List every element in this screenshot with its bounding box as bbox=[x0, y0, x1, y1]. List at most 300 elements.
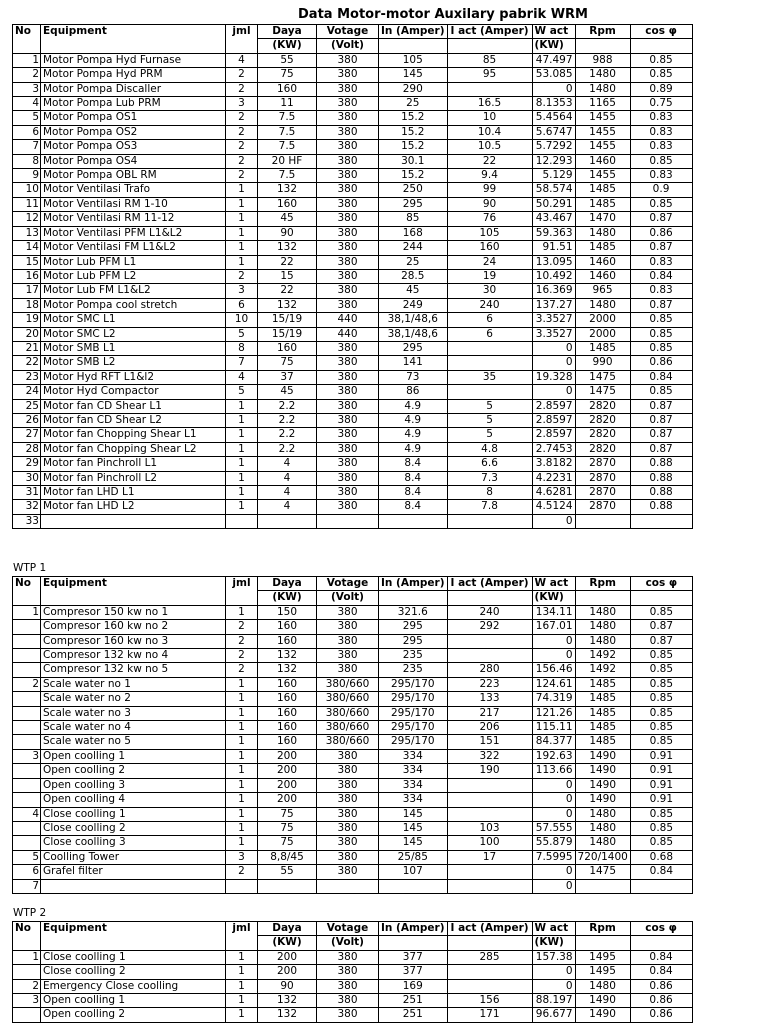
cell-daya: 150 bbox=[258, 605, 317, 619]
table-row bbox=[13, 327, 693, 341]
table-row bbox=[13, 269, 693, 283]
cell-no: 30 bbox=[13, 471, 41, 485]
cell-i-act bbox=[447, 793, 532, 807]
cell-jml: 1 bbox=[226, 399, 258, 413]
cell-rpm: 1475 bbox=[575, 385, 630, 399]
cell-no bbox=[13, 649, 41, 663]
cell-jml: 1 bbox=[226, 413, 258, 427]
cell-in-amper: 15.2 bbox=[379, 111, 448, 125]
cell-no: 2 bbox=[13, 979, 41, 993]
cell-cos-phi: 0.84 bbox=[630, 370, 692, 384]
cell-daya: 160 bbox=[258, 721, 317, 735]
cell-votage: 440 bbox=[317, 327, 379, 341]
cell-in-amper: 4.9 bbox=[379, 413, 448, 427]
cell-jml: 2 bbox=[226, 865, 258, 879]
cell-no: 19 bbox=[13, 313, 41, 327]
table-row bbox=[13, 735, 693, 749]
cell-jml: 1 bbox=[226, 965, 258, 979]
cell-i-act: 6 bbox=[447, 327, 532, 341]
table-row bbox=[13, 836, 693, 850]
cell-w-act: 47.497 bbox=[532, 53, 575, 67]
cell-votage: 380 bbox=[317, 457, 379, 471]
cell-in-amper: 235 bbox=[379, 663, 448, 677]
cell-daya: 4 bbox=[258, 500, 317, 514]
cell-daya: 15/19 bbox=[258, 313, 317, 327]
cell-equipment: Motor Hyd Compactor bbox=[41, 385, 226, 399]
cell-jml: 1 bbox=[226, 950, 258, 964]
cell-no bbox=[13, 965, 41, 979]
cell-votage: 380 bbox=[317, 68, 379, 82]
cell-daya: 132 bbox=[258, 649, 317, 663]
cell-equipment: Motor Pompa OS2 bbox=[41, 125, 226, 139]
cell-i-act: 19 bbox=[447, 269, 532, 283]
cell-no: 5 bbox=[13, 850, 41, 864]
table-row bbox=[13, 865, 693, 879]
table-row bbox=[13, 140, 693, 154]
cell-in-amper: 145 bbox=[379, 821, 448, 835]
header-cos-unit bbox=[630, 39, 692, 53]
table-row bbox=[13, 82, 693, 96]
cell-no: 7 bbox=[13, 140, 41, 154]
cell-no: 3 bbox=[13, 82, 41, 96]
cell-rpm: 1480 bbox=[575, 807, 630, 821]
cell-in-amper: 25 bbox=[379, 97, 448, 111]
header-daya-unit: (KW) bbox=[258, 39, 317, 53]
cell-equipment: Motor fan LHD L1 bbox=[41, 486, 226, 500]
table-row bbox=[13, 620, 693, 634]
cell-equipment: Close coolling 1 bbox=[41, 807, 226, 821]
cell-i-act: 133 bbox=[447, 692, 532, 706]
table-row bbox=[13, 183, 693, 197]
header-w-act-unit: (KW) bbox=[532, 591, 575, 605]
cell-jml: 2 bbox=[226, 620, 258, 634]
cell-i-act: 151 bbox=[447, 735, 532, 749]
cell-i-act: 240 bbox=[447, 605, 532, 619]
cell-jml: 4 bbox=[226, 53, 258, 67]
cell-i-act: 90 bbox=[447, 197, 532, 211]
cell-cos-phi: 0.87 bbox=[630, 212, 692, 226]
header-rpm-unit bbox=[575, 591, 630, 605]
cell-in-amper: 141 bbox=[379, 356, 448, 370]
cell-cos-phi: 0.85 bbox=[630, 692, 692, 706]
cell-cos-phi: 0.86 bbox=[630, 1008, 692, 1022]
cell-w-act: 3.3527 bbox=[532, 313, 575, 327]
cell-equipment: Motor Pompa Hyd PRM bbox=[41, 68, 226, 82]
table-row bbox=[13, 649, 693, 663]
cell-daya: 2.2 bbox=[258, 413, 317, 427]
header-votage-unit: (Volt) bbox=[317, 936, 379, 950]
cell-daya: 7.5 bbox=[258, 169, 317, 183]
header-w-act: W act bbox=[532, 577, 575, 591]
cell-i-act: 10.4 bbox=[447, 125, 532, 139]
cell-in-amper: 30.1 bbox=[379, 154, 448, 168]
cell-equipment: Grafel filter bbox=[41, 865, 226, 879]
cell-w-act: 13.095 bbox=[532, 255, 575, 269]
cell-w-act: 0 bbox=[532, 634, 575, 648]
cell-no: 8 bbox=[13, 154, 41, 168]
cell-equipment: Motor fan Pinchroll L1 bbox=[41, 457, 226, 471]
table-row bbox=[13, 97, 693, 111]
header-cos-unit bbox=[630, 591, 692, 605]
cell-daya: 55 bbox=[258, 53, 317, 67]
cell-jml: 2 bbox=[226, 125, 258, 139]
cell-daya: 75 bbox=[258, 821, 317, 835]
cell-rpm: 1485 bbox=[575, 241, 630, 255]
cell-cos-phi: 0.84 bbox=[630, 865, 692, 879]
cell-w-act: 0 bbox=[532, 865, 575, 879]
cell-equipment: Motor fan CD Shear L1 bbox=[41, 399, 226, 413]
cell-rpm: 1490 bbox=[575, 793, 630, 807]
cell-i-act: 156 bbox=[447, 994, 532, 1008]
table-row bbox=[13, 457, 693, 471]
cell-rpm: 2820 bbox=[575, 399, 630, 413]
header-w-act-unit: (KW) bbox=[532, 39, 575, 53]
cell-votage: 380 bbox=[317, 486, 379, 500]
cell-w-act: 5.129 bbox=[532, 169, 575, 183]
cell-rpm: 2870 bbox=[575, 500, 630, 514]
cell-equipment: Open coolling 2 bbox=[41, 1008, 226, 1022]
cell-rpm: 2870 bbox=[575, 471, 630, 485]
cell-equipment: Motor SMC L1 bbox=[41, 313, 226, 327]
cell-cos-phi: 0.85 bbox=[630, 53, 692, 67]
cell-i-act: 16.5 bbox=[447, 97, 532, 111]
cell-cos-phi: 0.75 bbox=[630, 97, 692, 111]
cell-daya: 75 bbox=[258, 836, 317, 850]
cell-i-act: 206 bbox=[447, 721, 532, 735]
cell-no: 11 bbox=[13, 197, 41, 211]
cell-votage: 380 bbox=[317, 471, 379, 485]
cell-daya bbox=[258, 879, 317, 893]
header-in-amper: In (Amper) bbox=[379, 922, 448, 936]
cell-in-amper: 15.2 bbox=[379, 125, 448, 139]
cell-daya: 37 bbox=[258, 370, 317, 384]
cell-i-act: 30 bbox=[447, 284, 532, 298]
cell-rpm: 1485 bbox=[575, 706, 630, 720]
cell-votage: 380 bbox=[317, 125, 379, 139]
header-row bbox=[13, 577, 693, 591]
cell-w-act: 192.63 bbox=[532, 749, 575, 763]
cell-votage: 380 bbox=[317, 226, 379, 240]
cell-w-act: 7.5995 bbox=[532, 850, 575, 864]
cell-equipment: Motor Hyd RFT L1&l2 bbox=[41, 370, 226, 384]
cell-cos-phi: 0.88 bbox=[630, 457, 692, 471]
cell-daya: 2.2 bbox=[258, 442, 317, 456]
header-w-act: W act bbox=[532, 922, 575, 936]
table-row bbox=[13, 605, 693, 619]
cell-votage: 380 bbox=[317, 284, 379, 298]
cell-rpm: 720/1400 bbox=[575, 850, 630, 864]
table-row bbox=[13, 284, 693, 298]
cell-daya: 75 bbox=[258, 68, 317, 82]
cell-votage: 380 bbox=[317, 53, 379, 67]
cell-no: 22 bbox=[13, 356, 41, 370]
cell-jml: 1 bbox=[226, 692, 258, 706]
header-cos-phi: cos φ bbox=[630, 922, 692, 936]
cell-daya: 22 bbox=[258, 255, 317, 269]
cell-w-act: 156.46 bbox=[532, 663, 575, 677]
cell-equipment: Compresor 132 kw no 4 bbox=[41, 649, 226, 663]
cell-votage: 380 bbox=[317, 140, 379, 154]
cell-w-act: 2.8597 bbox=[532, 399, 575, 413]
cell-cos-phi: 0.91 bbox=[630, 778, 692, 792]
cell-rpm: 1475 bbox=[575, 865, 630, 879]
cell-votage: 380 bbox=[317, 212, 379, 226]
cell-rpm: 1455 bbox=[575, 140, 630, 154]
cell-cos-phi: 0.86 bbox=[630, 994, 692, 1008]
cell-no bbox=[13, 1008, 41, 1022]
header-daya: Daya bbox=[258, 922, 317, 936]
cell-equipment: Motor Pompa Lub PRM bbox=[41, 97, 226, 111]
cell-votage: 380 bbox=[317, 778, 379, 792]
cell-i-act bbox=[447, 385, 532, 399]
cell-daya: 132 bbox=[258, 241, 317, 255]
table-row bbox=[13, 500, 693, 514]
cell-votage: 380/660 bbox=[317, 706, 379, 720]
table-row bbox=[13, 68, 693, 82]
cell-jml: 1 bbox=[226, 807, 258, 821]
table-row bbox=[13, 879, 693, 893]
cell-votage: 380 bbox=[317, 605, 379, 619]
cell-i-act bbox=[447, 514, 532, 528]
cell-rpm: 1490 bbox=[575, 749, 630, 763]
cell-jml: 1 bbox=[226, 212, 258, 226]
cell-rpm: 1480 bbox=[575, 634, 630, 648]
cell-i-act: 85 bbox=[447, 53, 532, 67]
cell-daya: 7.5 bbox=[258, 140, 317, 154]
cell-cos-phi: 0.85 bbox=[630, 385, 692, 399]
cell-cos-phi: 0.88 bbox=[630, 471, 692, 485]
cell-votage: 380 bbox=[317, 413, 379, 427]
header-votage-unit: (Volt) bbox=[317, 591, 379, 605]
cell-equipment: Compresor 160 kw no 2 bbox=[41, 620, 226, 634]
cell-equipment: Motor SMB L1 bbox=[41, 341, 226, 355]
cell-cos-phi: 0.84 bbox=[630, 269, 692, 283]
cell-w-act: 0 bbox=[532, 979, 575, 993]
cell-w-act: 121.26 bbox=[532, 706, 575, 720]
table-row bbox=[13, 514, 693, 528]
cell-cos-phi: 0.84 bbox=[630, 965, 692, 979]
header-rpm-unit bbox=[575, 936, 630, 950]
cell-votage bbox=[317, 514, 379, 528]
cell-jml: 2 bbox=[226, 663, 258, 677]
cell-daya: 2.2 bbox=[258, 428, 317, 442]
cell-daya: 200 bbox=[258, 950, 317, 964]
cell-w-act: 0 bbox=[532, 793, 575, 807]
table-row bbox=[13, 313, 693, 327]
cell-jml: 1 bbox=[226, 793, 258, 807]
cell-rpm: 990 bbox=[575, 356, 630, 370]
table-row bbox=[13, 807, 693, 821]
cell-w-act: 0 bbox=[532, 385, 575, 399]
cell-equipment: Motor fan Pinchroll L2 bbox=[41, 471, 226, 485]
cell-daya: 160 bbox=[258, 677, 317, 691]
header-daya: Daya bbox=[258, 577, 317, 591]
cell-cos-phi: 0.85 bbox=[630, 197, 692, 211]
cell-in-amper: 295 bbox=[379, 634, 448, 648]
cell-equipment: Motor Lub FM L1&L2 bbox=[41, 284, 226, 298]
cell-rpm: 1480 bbox=[575, 821, 630, 835]
cell-votage: 380 bbox=[317, 298, 379, 312]
cell-no: 23 bbox=[13, 370, 41, 384]
wrm-motor-table bbox=[12, 24, 693, 529]
cell-no bbox=[13, 735, 41, 749]
cell-votage: 380/660 bbox=[317, 735, 379, 749]
cell-i-act: 10 bbox=[447, 111, 532, 125]
header-in-unit bbox=[379, 591, 448, 605]
cell-daya: 200 bbox=[258, 764, 317, 778]
cell-w-act: 0 bbox=[532, 514, 575, 528]
cell-equipment: Motor Pompa OBL RM bbox=[41, 169, 226, 183]
cell-daya: 132 bbox=[258, 183, 317, 197]
cell-in-amper: 73 bbox=[379, 370, 448, 384]
cell-cos-phi: 0.9 bbox=[630, 183, 692, 197]
cell-jml: 2 bbox=[226, 634, 258, 648]
cell-equipment: Open coolling 3 bbox=[41, 778, 226, 792]
table-row bbox=[13, 169, 693, 183]
cell-in-amper: 8.4 bbox=[379, 486, 448, 500]
cell-w-act: 59.363 bbox=[532, 226, 575, 240]
cell-cos-phi: 0.87 bbox=[630, 634, 692, 648]
cell-daya bbox=[258, 514, 317, 528]
cell-cos-phi: 0.87 bbox=[630, 620, 692, 634]
cell-equipment: Close coolling 2 bbox=[41, 821, 226, 835]
cell-rpm: 1480 bbox=[575, 836, 630, 850]
cell-votage: 380 bbox=[317, 807, 379, 821]
cell-no: 33 bbox=[13, 514, 41, 528]
cell-cos-phi: 0.91 bbox=[630, 764, 692, 778]
cell-i-act: 5 bbox=[447, 413, 532, 427]
cell-jml: 1 bbox=[226, 197, 258, 211]
cell-in-amper: 8.4 bbox=[379, 457, 448, 471]
cell-daya: 132 bbox=[258, 663, 317, 677]
page-title: Data Motor-motor Auxilary pabrik WRM bbox=[298, 7, 588, 22]
cell-rpm: 1455 bbox=[575, 169, 630, 183]
cell-votage: 380 bbox=[317, 399, 379, 413]
table-row bbox=[13, 385, 693, 399]
cell-equipment: Motor fan CD Shear L2 bbox=[41, 413, 226, 427]
cell-i-act: 240 bbox=[447, 298, 532, 312]
cell-votage: 380/660 bbox=[317, 721, 379, 735]
header-row bbox=[13, 25, 693, 39]
cell-cos-phi: 0.83 bbox=[630, 125, 692, 139]
cell-w-act: 2.8597 bbox=[532, 413, 575, 427]
cell-votage: 380 bbox=[317, 385, 379, 399]
cell-equipment bbox=[41, 514, 226, 528]
cell-in-amper: 295 bbox=[379, 341, 448, 355]
cell-w-act: 8.1353 bbox=[532, 97, 575, 111]
cell-votage: 380 bbox=[317, 821, 379, 835]
cell-rpm bbox=[575, 879, 630, 893]
cell-cos-phi: 0.88 bbox=[630, 500, 692, 514]
cell-jml: 1 bbox=[226, 778, 258, 792]
cell-jml: 1 bbox=[226, 749, 258, 763]
cell-rpm: 965 bbox=[575, 284, 630, 298]
cell-in-amper: 4.9 bbox=[379, 399, 448, 413]
cell-w-act: 91.51 bbox=[532, 241, 575, 255]
cell-jml: 1 bbox=[226, 471, 258, 485]
table-row bbox=[13, 793, 693, 807]
table-row bbox=[13, 471, 693, 485]
cell-jml bbox=[226, 514, 258, 528]
cell-cos-phi: 0.85 bbox=[630, 154, 692, 168]
cell-i-act: 5 bbox=[447, 399, 532, 413]
header-i-act: I act (Amper) bbox=[447, 922, 532, 936]
cell-equipment: Motor Ventilasi PFM L1&L2 bbox=[41, 226, 226, 240]
cell-w-act: 134.11 bbox=[532, 605, 575, 619]
cell-in-amper: 38,1/48,6 bbox=[379, 327, 448, 341]
table-row bbox=[13, 413, 693, 427]
cell-i-act: 8 bbox=[447, 486, 532, 500]
cell-w-act: 2.7453 bbox=[532, 442, 575, 456]
cell-w-act: 157.38 bbox=[532, 950, 575, 964]
cell-w-act: 16.369 bbox=[532, 284, 575, 298]
cell-i-act bbox=[447, 807, 532, 821]
cell-daya: 200 bbox=[258, 793, 317, 807]
cell-votage: 380 bbox=[317, 634, 379, 648]
cell-cos-phi: 0.84 bbox=[630, 950, 692, 964]
cell-equipment: Close coolling 1 bbox=[41, 950, 226, 964]
cell-cos-phi: 0.91 bbox=[630, 793, 692, 807]
cell-equipment: Compresor 160 kw no 3 bbox=[41, 634, 226, 648]
cell-jml: 1 bbox=[226, 1008, 258, 1022]
cell-in-amper: 295/170 bbox=[379, 735, 448, 749]
cell-no: 5 bbox=[13, 111, 41, 125]
cell-w-act: 5.7292 bbox=[532, 140, 575, 154]
cell-daya: 4 bbox=[258, 486, 317, 500]
cell-in-amper: 86 bbox=[379, 385, 448, 399]
cell-in-amper: 38,1/48,6 bbox=[379, 313, 448, 327]
cell-w-act: 0 bbox=[532, 807, 575, 821]
cell-no: 26 bbox=[13, 413, 41, 427]
cell-jml: 10 bbox=[226, 313, 258, 327]
cell-no: 1 bbox=[13, 605, 41, 619]
table-row bbox=[13, 994, 693, 1008]
cell-equipment: Motor Pompa Discaller bbox=[41, 82, 226, 96]
cell-rpm: 1460 bbox=[575, 154, 630, 168]
cell-jml: 1 bbox=[226, 442, 258, 456]
cell-votage: 380 bbox=[317, 749, 379, 763]
cell-in-amper: 334 bbox=[379, 749, 448, 763]
cell-rpm: 1490 bbox=[575, 1008, 630, 1022]
cell-cos-phi bbox=[630, 514, 692, 528]
cell-in-amper bbox=[379, 514, 448, 528]
cell-w-act: 84.377 bbox=[532, 735, 575, 749]
header-equipment: Equipment bbox=[41, 25, 226, 54]
cell-cos-phi: 0.86 bbox=[630, 226, 692, 240]
header-jml: jml bbox=[226, 25, 258, 54]
cell-jml: 1 bbox=[226, 241, 258, 255]
cell-daya: 132 bbox=[258, 994, 317, 1008]
cell-no: 17 bbox=[13, 284, 41, 298]
cell-rpm: 1485 bbox=[575, 721, 630, 735]
cell-in-amper: 25 bbox=[379, 255, 448, 269]
cell-i-act: 5 bbox=[447, 428, 532, 442]
cell-rpm: 1480 bbox=[575, 68, 630, 82]
cell-no: 24 bbox=[13, 385, 41, 399]
header-votage: Votage bbox=[317, 922, 379, 936]
cell-no: 18 bbox=[13, 298, 41, 312]
cell-i-act: 9.4 bbox=[447, 169, 532, 183]
cell-i-act bbox=[447, 979, 532, 993]
cell-daya: 160 bbox=[258, 341, 317, 355]
cell-votage: 380 bbox=[317, 442, 379, 456]
cell-equipment: Motor SMB L2 bbox=[41, 356, 226, 370]
header-equipment: Equipment bbox=[41, 577, 226, 606]
cell-i-act bbox=[447, 634, 532, 648]
cell-daya: 132 bbox=[258, 1008, 317, 1022]
cell-w-act: 137.27 bbox=[532, 298, 575, 312]
cell-cos-phi: 0.87 bbox=[630, 298, 692, 312]
